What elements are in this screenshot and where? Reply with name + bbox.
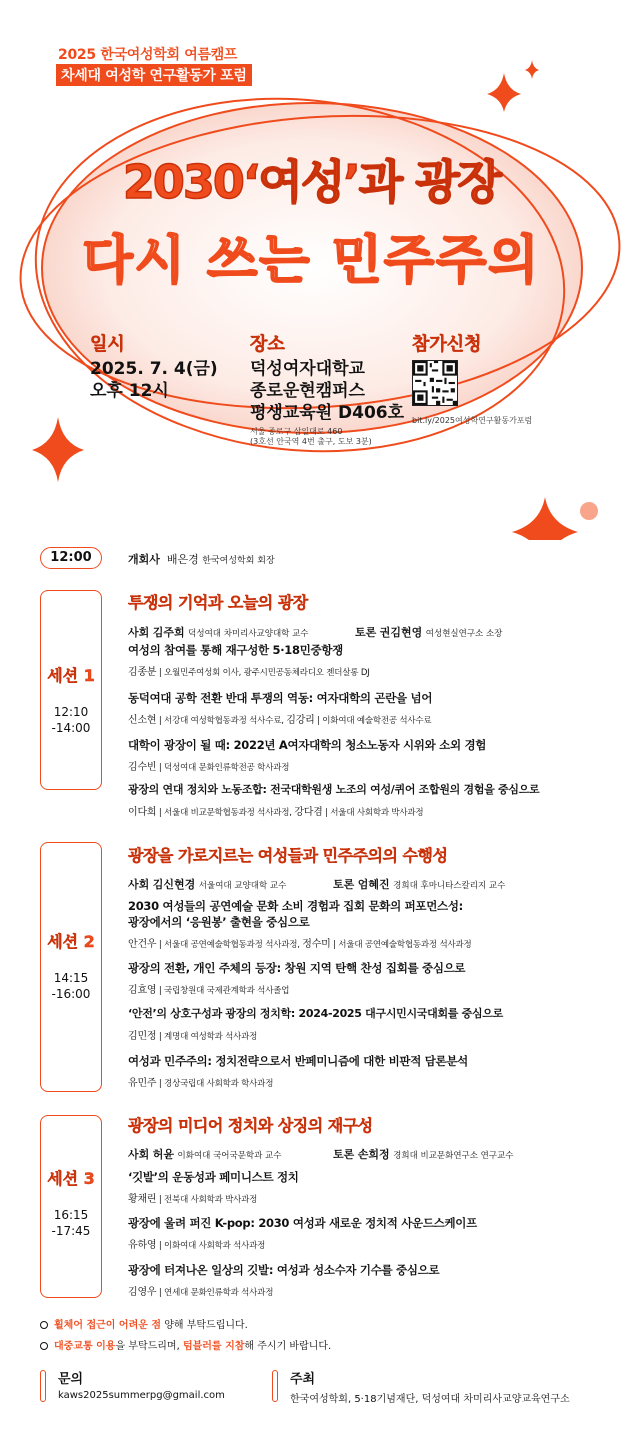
date-label: 일시 xyxy=(90,334,125,355)
bullet-icon xyxy=(40,1342,48,1350)
contact-label: 문의 xyxy=(58,1372,84,1387)
date-value: 2025. 7. 4(금) xyxy=(90,359,218,379)
sub-title: 다시 쓰는 민주주의 xyxy=(82,231,541,291)
talk-title: ‘깃발’의 운동성과 페미니스트 정치 xyxy=(128,1170,299,1184)
sparkle-icon xyxy=(487,73,521,112)
talk-title: 여성의 참여를 통해 재구성한 5·18민중항쟁 xyxy=(128,643,343,657)
talk-title: 광장의 연대 정치와 노동조합: 전국대학원생 노조의 여성/퀴어 조합원의 경험을 중심으로 xyxy=(128,783,540,796)
place-address: 서울 종로구 삼일대로 460 xyxy=(250,427,343,436)
opening-time: 12:00 xyxy=(40,547,102,569)
host-value: 한국여성학회, 5·18기념재단, 덕성여대 차미리사교양교육연구소 xyxy=(290,1394,570,1405)
session-3-name: 세션 3 xyxy=(47,1169,95,1188)
qr-code-icon[interactable] xyxy=(412,360,458,406)
apply-link[interactable]: bit.ly/2025여성학연구활동가포럼 xyxy=(412,416,533,425)
talk-authors: 황채린 | 전북대 사회학과 박사과정 xyxy=(128,1194,258,1205)
talk-authors: 김효영 | 국립창원대 국제관계학과 석사졸업 xyxy=(128,985,290,996)
sparkle-icon xyxy=(525,60,539,79)
opening-speaker: 배은경 xyxy=(166,553,199,566)
place-directions: (3호선 안국역 4번 출구, 도보 3분) xyxy=(250,437,372,446)
talk-authors: 김종분 | 오월민주여성회 이사, 광주시민공동체라디오 젠더살롱 DJ xyxy=(128,667,370,678)
opening-remarks xyxy=(128,551,275,567)
talk-title: 2030 여성들의 공연예술 문화 소비 경험과 집회 문화의 퍼포먼스성: xyxy=(128,899,463,913)
talk-authors: 김수빈 | 덕성여대 문화인류학전공 학사과정 xyxy=(128,762,290,773)
place-label: 장소 xyxy=(250,334,285,355)
session-1-moderators: 사회 김주희 덕성여대 차미리사교양대학 교수 xyxy=(128,626,309,639)
session-3-title: 광장의 미디어 정치와 상징의 재구성 xyxy=(128,1116,373,1135)
session-3-time: 16:15 -17:45 xyxy=(51,1208,91,1238)
session-1-discussant: 토론 권김현영 여성현실연구소 소장 xyxy=(355,626,503,639)
talk-title: 광장에 울려 퍼진 K-pop: 2030 여성과 새로운 정치적 사운드스케이프 xyxy=(128,1216,477,1230)
note-transport: 대중교통 이용을 부탁드리며, 텀블러를 지참해 주시기 바랍니다. xyxy=(40,1337,331,1352)
session-2-name: 세션 2 xyxy=(47,932,95,951)
talk-authors: 유민주 | 경상국립대 사회학과 학사과정 xyxy=(128,1078,274,1089)
place-line3: 평생교육원 D406호 xyxy=(250,403,405,423)
dot-icon xyxy=(580,502,598,520)
session-3-box xyxy=(40,1115,102,1298)
talk-authors: 유하영 | 이화여대 사회학과 석사과정 xyxy=(128,1240,266,1251)
sparkle-icon xyxy=(32,417,84,482)
talk-authors: 김영우 | 연세대 문화인류학과 석사과정 xyxy=(128,1287,274,1298)
header-forum: 차세대 여성학 연구활동가 포럼 xyxy=(56,64,252,86)
talk-authors: 이다희 | 서울대 비교문학협동과정 석사과정, 강다겸 | 서울대 사회학과 박사과정 xyxy=(128,807,424,818)
session-1-name: 세션 1 xyxy=(47,666,95,685)
session-2-box xyxy=(40,842,102,1092)
place-line2: 종로운현캠퍼스 xyxy=(250,381,365,401)
session-3-moderators: 사회 허윤 이화여대 국어국문학과 교수 xyxy=(128,1148,282,1161)
host-label: 주최 xyxy=(290,1372,316,1387)
talk-title: 동덕여대 공학 전환 반대 투쟁의 역동: 여자대학의 곤란을 넘어 xyxy=(128,691,433,705)
session-2-moderators: 사회 김신현경 서울여대 교양대학 교수 xyxy=(128,878,287,891)
session-1-time: 12:10 -14:00 xyxy=(51,705,91,735)
session-2-discussant: 토론 엄혜진 경희대 후마니타스칼리지 교수 xyxy=(333,878,506,891)
sparkle-icon xyxy=(512,497,578,540)
session-1-box xyxy=(40,590,102,790)
bullet-icon xyxy=(40,1321,48,1329)
contact-email[interactable]: kaws2025summerpg@gmail.com xyxy=(58,1390,225,1401)
opening-label: 개회사 xyxy=(128,553,160,566)
time-value: 오후 12시 xyxy=(90,381,169,401)
footer-bar-icon xyxy=(40,1370,46,1402)
session-3-discussant: 토론 손희정 경희대 비교문화연구소 연구교수 xyxy=(333,1148,514,1161)
footer-bar-icon xyxy=(272,1370,278,1402)
talk-authors: 김민정 | 계명대 여성학과 석사과정 xyxy=(128,1031,258,1042)
header-camp: 2025 한국여성학회 여름캠프 xyxy=(58,47,238,63)
apply-label: 참가신청 xyxy=(412,334,482,355)
session-2-time: 14:15 -16:00 xyxy=(51,971,91,1001)
talk-title: 광장의 전환, 개인 주체의 등장: 창원 지역 탄핵 찬성 집회를 중심으로 xyxy=(128,961,466,975)
talk-title: 광장에 터져나온 일상의 깃발: 여성과 성소수자 기수를 중심으로 xyxy=(128,1263,440,1277)
session-2-title: 광장을 가로지르는 여성들과 민주주의의 수행성 xyxy=(128,846,448,865)
talk-authors: 안건우 | 서울대 공연예술학협동과정 석사과정, 정수미 | 서울대 공연예술학협동과정 석사과정 xyxy=(128,939,472,950)
note-accessibility: 휠체어 접근이 어려운 점 양해 부탁드립니다. xyxy=(40,1316,248,1331)
main-title: 2030‘여성’과 광장 xyxy=(122,155,501,209)
talk-title: 여성과 민주주의: 정치전략으로서 반페미니즘에 대한 비판적 담론분석 xyxy=(128,1054,468,1068)
session-1-title: 투쟁의 기억과 오늘의 광장 xyxy=(128,593,308,612)
talk-title: ‘안전’의 상호구성과 광장의 정치학: 2024-2025 대구시민시국대회를 중심으로 xyxy=(128,1007,503,1020)
talk-title: 대학이 광장이 될 때: 2022년 A여자대학의 청소노동자 시위와 소외 경험 xyxy=(128,738,487,752)
opening-role: 한국여성학회 회장 xyxy=(202,556,275,566)
talk-title-line2: 광장에서의 ‘응원봉’ 출현을 중심으로 xyxy=(128,915,310,929)
place-line1: 덕성여자대학교 xyxy=(250,359,365,379)
talk-authors: 신소현 | 서강대 여성학협동과정 석사수료, 김강리 | 이화여대 예술학전공 석사수료 xyxy=(128,715,432,726)
